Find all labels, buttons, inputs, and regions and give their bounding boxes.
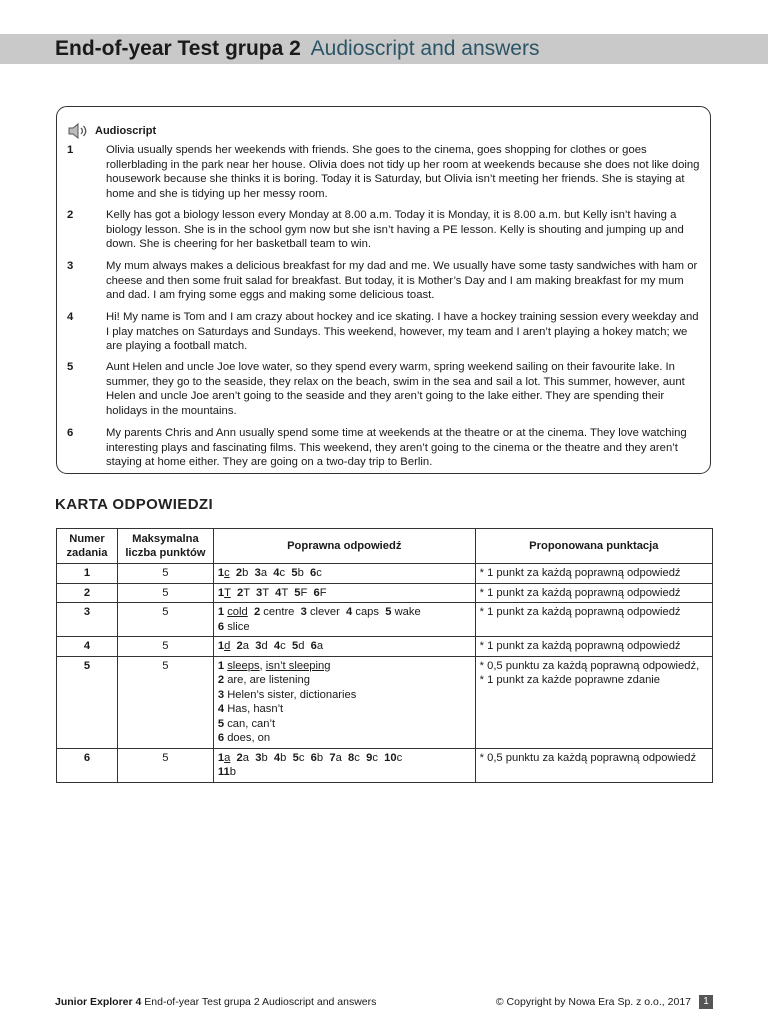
page-title-sub: Audioscript and answers xyxy=(310,37,540,60)
answer-line xyxy=(218,702,471,717)
answer-segment: b xyxy=(261,751,274,764)
audioscript-label: Audioscript xyxy=(95,125,157,137)
correct-answers xyxy=(213,656,475,748)
answer-segment: 6 xyxy=(310,640,317,652)
header-max: Maksymalna liczba punktów xyxy=(117,529,213,564)
scoring-line: * 1 punkt za każde poprawne zdanie xyxy=(479,674,661,686)
footer-book: Junior Explorer 4 xyxy=(55,996,142,1008)
scoring xyxy=(475,564,712,584)
table-row xyxy=(57,656,713,748)
answer-line xyxy=(218,659,471,674)
answer-segment: 4 xyxy=(275,586,282,599)
answer-segment: 3 xyxy=(300,606,310,618)
task-number: 2 xyxy=(57,583,118,603)
answer-segment: 6 xyxy=(310,567,317,579)
script-number: 5 xyxy=(67,361,74,373)
max-points: 5 xyxy=(117,637,213,657)
answer-segment: 7 xyxy=(329,751,336,764)
answer-segment: centre xyxy=(263,606,301,618)
scoring xyxy=(475,583,712,603)
answer-segment: b xyxy=(280,751,293,764)
answer-segment: Has, hasn’t xyxy=(227,703,284,715)
script-number: 2 xyxy=(67,209,74,221)
answer-segment: 4 xyxy=(217,703,228,715)
answer-segment: d xyxy=(261,640,274,652)
answer-segment: c xyxy=(316,567,322,579)
script-number: 6 xyxy=(67,427,74,439)
answer-line xyxy=(218,586,471,601)
answer-segment: wake xyxy=(394,606,421,618)
answer-line xyxy=(218,688,471,703)
footer xyxy=(55,995,713,1009)
max-points: 5 xyxy=(117,564,213,584)
answer-segment: b xyxy=(242,567,255,579)
answer-segment: a xyxy=(224,751,231,764)
answer-segment: T xyxy=(262,586,276,599)
answer-segment: F xyxy=(300,586,314,599)
answer-card-title: KARTA ODPOWIEDZI xyxy=(55,496,214,513)
answer-segment: , xyxy=(259,659,266,672)
answer-line xyxy=(218,620,471,635)
max-points: 5 xyxy=(117,583,213,603)
answer-line xyxy=(218,717,471,732)
page-number: 1 xyxy=(699,995,713,1009)
answer-line xyxy=(218,605,471,620)
audioscript-box xyxy=(56,106,711,474)
answer-line xyxy=(218,566,471,581)
correct-answers xyxy=(213,748,475,782)
answer-segment: 6 xyxy=(313,586,320,599)
correct-answers xyxy=(213,583,475,603)
scoring-line: * 0,5 punktu za każdą poprawną odpowiedź, xyxy=(479,659,700,672)
answer-table xyxy=(56,528,713,783)
answer-line xyxy=(218,731,471,746)
answer-segment: a xyxy=(242,751,256,764)
script-text: My mum always makes a delicious breakfast for my dad and me. We usually have some tasty sandwiches with ham or cheese and then some fruit salad for breakfast. But today, it is Mother’s Day and I am making breakfast for my mum and dad. I am frying some eggs and making some delicious toast. xyxy=(106,260,698,302)
answer-line xyxy=(218,765,471,780)
script-text: Olivia usually spends her weekends with friends. She goes to the cinema, goes shopping for clothes or goes rollerblading in the park near her house. Olivia does not tidy up her room at weekends because she does not like doing housework because she thinks it is boring. Today it is Saturday, but Olivia isn’t meeting her friends. She is staying at home and she is tidying up her messy room. xyxy=(106,144,700,200)
max-points: 5 xyxy=(117,603,213,637)
answer-segment: 2 xyxy=(217,674,228,686)
max-points: 5 xyxy=(117,748,213,782)
script-text: Hi! My name is Tom and I am crazy about hockey and ice skating. I have a hockey training session every weekday and I play matches on Saturdays and Sundays. This weekend, however, my team and I aren’t playing a hokey match; we are playing a football match. xyxy=(106,311,699,353)
answer-segment: 2 xyxy=(236,751,243,764)
answer-line xyxy=(218,639,471,654)
script-number: 1 xyxy=(67,144,74,156)
answer-segment: 4 xyxy=(346,606,356,618)
correct-answers xyxy=(213,603,475,637)
answer-segment: a xyxy=(316,640,324,652)
answer-segment: 5 xyxy=(291,567,298,579)
answer-segment: 4 xyxy=(273,640,281,652)
answer-segment: 2 xyxy=(235,567,243,579)
answer-segment: a xyxy=(260,567,274,579)
correct-answers xyxy=(213,637,475,657)
script-number: 4 xyxy=(67,311,74,323)
answer-segment: cold xyxy=(227,606,248,618)
answer-segment: 1 xyxy=(217,567,225,579)
scoring xyxy=(475,637,712,657)
task-number: 4 xyxy=(57,637,118,657)
answer-segment: c xyxy=(298,751,311,764)
answer-segment: isn’t sleeping xyxy=(265,659,331,672)
answer-segment: 4 xyxy=(273,567,280,579)
answer-segment: 6 xyxy=(217,732,228,744)
answer-segment: 1 xyxy=(217,659,228,672)
answer-segment: 5 xyxy=(292,751,299,764)
script-number: 3 xyxy=(67,260,74,272)
answer-segment: does, on xyxy=(227,732,271,744)
footer-left xyxy=(55,996,376,1008)
table-row xyxy=(57,748,713,782)
answer-segment: 10 xyxy=(384,751,397,764)
answer-segment: 3 xyxy=(255,640,262,652)
scoring-line: * 1 punkt za każdą poprawną odpowiedź xyxy=(479,640,681,652)
answer-segment: c xyxy=(396,751,403,764)
task-number: 1 xyxy=(57,564,118,584)
answer-line xyxy=(218,751,471,766)
task-number: 5 xyxy=(57,656,118,748)
speaker-icon xyxy=(67,123,89,139)
answer-segment: 5 xyxy=(294,586,301,599)
answer-segment: c xyxy=(372,751,385,764)
answer-segment: 2 xyxy=(253,606,264,618)
answer-segment: T xyxy=(243,586,257,599)
answer-segment: 2 xyxy=(236,640,243,652)
answer-segment: 4 xyxy=(273,751,281,764)
answer-segment: 3 xyxy=(254,567,261,579)
scoring xyxy=(475,656,712,748)
answer-segment: b xyxy=(229,766,236,778)
answer-segment: 1 xyxy=(217,606,228,618)
answer-segment: 3 xyxy=(256,586,263,599)
script-text: Aunt Helen and uncle Joe love water, so they spend every warm, spring weekend sailing on their favourite lake. In summer, they go to the seaside, they relax on the beach, swim in the sea and sail a lot. This summer, however, aunt Helen and uncle Joe aren’t going to the seaside and they aren’t going to the lake either. They are spending their holidays in the mountains. xyxy=(106,361,685,417)
answer-segment: 3 xyxy=(255,751,262,764)
footer-right xyxy=(496,995,713,1009)
answer-segment: c xyxy=(279,567,292,579)
footer-copyright: © Copyright by Nowa Era Sp. z o.o., 2017 xyxy=(495,996,691,1008)
max-points: 5 xyxy=(117,656,213,748)
footer-doc: End-of-year Test grupa 2 Audioscript and answers xyxy=(144,996,377,1008)
answer-segment: slice xyxy=(227,620,250,633)
answer-segment: 5 xyxy=(291,640,299,652)
header-scoring: Proponowana punktacja xyxy=(475,529,712,564)
table-row xyxy=(57,603,713,637)
header-correct: Poprawna odpowiedź xyxy=(213,529,475,564)
answer-segment: 3 xyxy=(217,688,228,701)
answer-segment: a xyxy=(335,751,349,764)
table-row xyxy=(57,564,713,584)
script-text: My parents Chris and Ann usually spend some time at weekends at the theatre or at the cinema. They love watching interesting plays and fascinating films. This weekend, they aren’t going to the cinema or the theatre and they aren’t staying at home either. They are going on a two-day trip to Berlin. xyxy=(106,427,687,469)
answer-segment: sleeps xyxy=(227,659,260,672)
page-title xyxy=(55,36,539,62)
answer-segment: c xyxy=(280,640,292,652)
scoring-line: * 1 punkt za każdą poprawną odpowiedź xyxy=(479,606,681,618)
answer-segment: 8 xyxy=(348,751,355,764)
answer-segment: caps xyxy=(355,606,386,618)
answer-segment: are, are listening xyxy=(227,674,310,686)
answer-segment: 1 xyxy=(217,586,225,599)
answer-segment: a xyxy=(242,640,256,652)
answer-segment: 11 xyxy=(217,766,230,778)
answer-rows xyxy=(57,564,713,783)
task-number: 3 xyxy=(57,603,118,637)
answer-segment: b xyxy=(316,751,330,764)
table-row xyxy=(57,637,713,657)
table-row xyxy=(57,583,713,603)
answer-segment: clever xyxy=(309,606,347,618)
answer-segment: 1 xyxy=(217,640,225,652)
answer-segment: Helen’s sister, dictionaries xyxy=(227,688,357,701)
header-num: Numer zadania xyxy=(57,529,118,564)
scoring xyxy=(475,748,712,782)
audioscript-header xyxy=(67,123,156,139)
answer-segment: 6 xyxy=(217,620,228,633)
answer-segment: T xyxy=(281,586,295,599)
scoring xyxy=(475,603,712,637)
answer-segment: 5 xyxy=(385,606,395,618)
answer-segment: 1 xyxy=(217,751,225,764)
answer-segment: b xyxy=(297,567,311,579)
answer-segment: c xyxy=(354,751,367,764)
answer-segment: d xyxy=(224,640,231,652)
answer-segment: 2 xyxy=(236,586,244,599)
script-text: Kelly has got a biology lesson every Monday at 8.00 a.m. Today it is Monday, it is 8.00 a.m. but Kelly isn’t having a biology lesson. She is in the school gym now but she isn’t having a PE lesson. Kelly is shouting and jumping up and down. She is cheering for her basketball team to win. xyxy=(106,209,684,251)
answer-segment: T xyxy=(224,586,231,599)
correct-answers xyxy=(213,564,475,584)
task-number: 6 xyxy=(57,748,118,782)
answer-segment: d xyxy=(298,640,311,652)
answer-segment: 5 xyxy=(217,717,228,730)
scoring-line: * 1 punkt za każdą poprawną odpowiedź xyxy=(479,586,681,599)
answer-segment: can, can’t xyxy=(227,717,276,730)
table-header-row xyxy=(57,529,713,564)
answer-line xyxy=(218,673,471,688)
answer-segment: 9 xyxy=(366,751,373,764)
scoring-line: * 1 punkt za każdą poprawną odpowiedź xyxy=(479,567,681,579)
answer-segment: F xyxy=(319,586,327,599)
answer-segment: 6 xyxy=(310,751,317,764)
page-title-main: End-of-year Test grupa 2 xyxy=(55,37,301,60)
scoring-line: * 0,5 punktu za każdą poprawną odpowiedź xyxy=(479,751,697,764)
answer-segment: c xyxy=(224,567,230,579)
